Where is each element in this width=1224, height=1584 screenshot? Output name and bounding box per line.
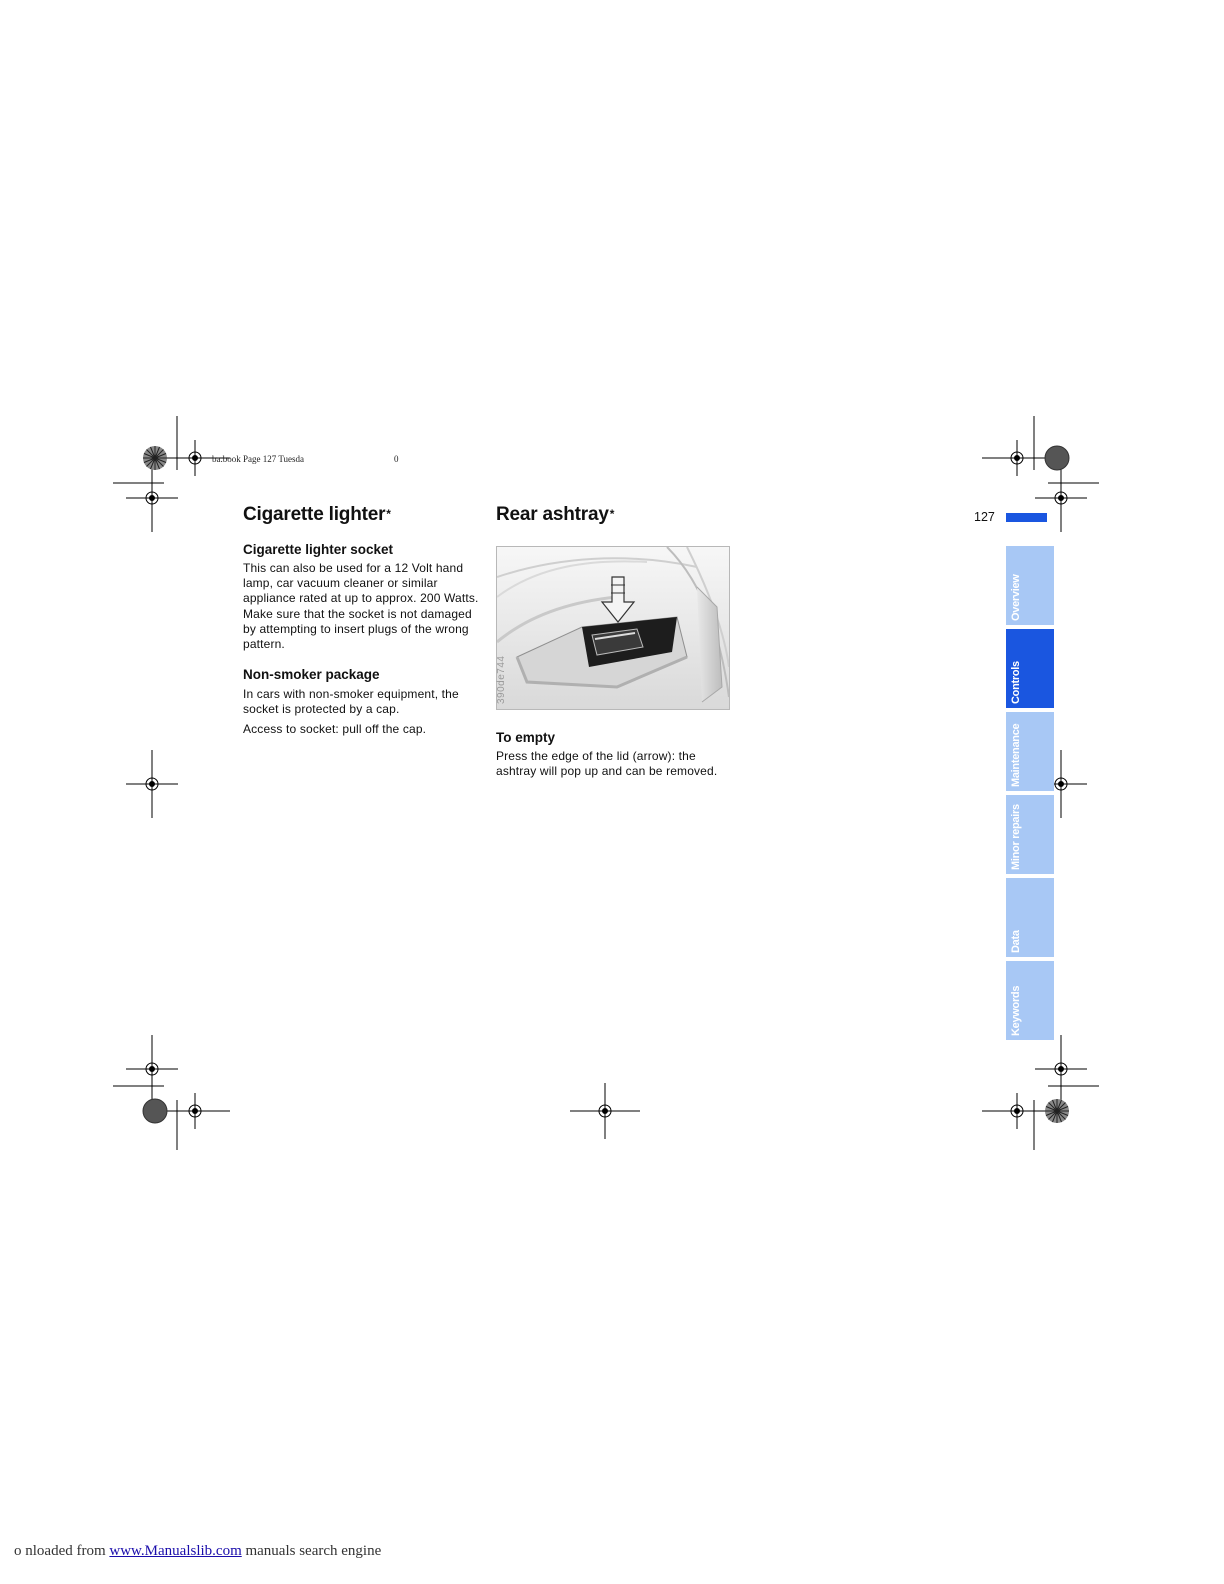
tab-maintenance[interactable] [1006,712,1054,792]
book-info-tail: 0 [394,454,399,464]
tab-controls[interactable] [1006,629,1054,709]
non-smoker-text: In cars with non-smoker equipment, the socket is protected by a cap. [243,687,459,717]
rear-ashtray-title: Rear ashtray* [496,504,615,525]
tab-label: Minor repairs [1010,804,1022,870]
non-smoker-heading: Non-smoker package [243,667,380,682]
to-empty-heading: To empty [496,730,556,745]
cigarette-lighter-socket-heading: Cigarette lighter socket [243,542,394,557]
access-socket-text: Access to socket: pull off the cap. [243,722,427,736]
ashtray-drawing [497,547,729,709]
tab-label: Controls [1010,661,1022,704]
cigarette-lighter-title: Cigarette lighter* [243,504,391,525]
to-empty-text: Press the edge of the lid (arrow): the ashtray will pop up and can be removed. [496,749,718,779]
book-info: ba.book Page 127 Tuesda [212,454,304,464]
manualslib-link[interactable]: www.Manualslib.com [109,1543,242,1559]
footer-suffix: manuals search engine [241,1543,382,1559]
cigarette-lighter-socket-text: This can also be used for a 12 Volt hand lamp, car vacuum cleaner or similar appliance rated at up to approx. 200 Watts. Make sure that the socket is not damaged by attempting to insert plugs of the wrong pattern. [243,561,479,652]
page-number-bar [1006,513,1047,522]
option-asterisk: * [386,507,391,521]
tab-label: Maintenance [1010,723,1022,787]
tab-data[interactable] [1006,878,1054,958]
ashtray-illustration [496,546,730,710]
tab-label: Data [1010,930,1022,953]
footer [14,1543,381,1560]
tab-keywords[interactable] [1006,961,1054,1041]
tab-minor-repairs[interactable] [1006,795,1054,875]
option-asterisk: * [609,507,615,521]
page-number: 127 [974,510,995,524]
tab-label: Keywords [1010,985,1022,1036]
tab-label: Overview [1010,574,1022,621]
figure-code: 390de744 [496,655,507,704]
tab-overview[interactable] [1006,546,1054,626]
footer-prefix: o nloaded from [14,1543,110,1559]
